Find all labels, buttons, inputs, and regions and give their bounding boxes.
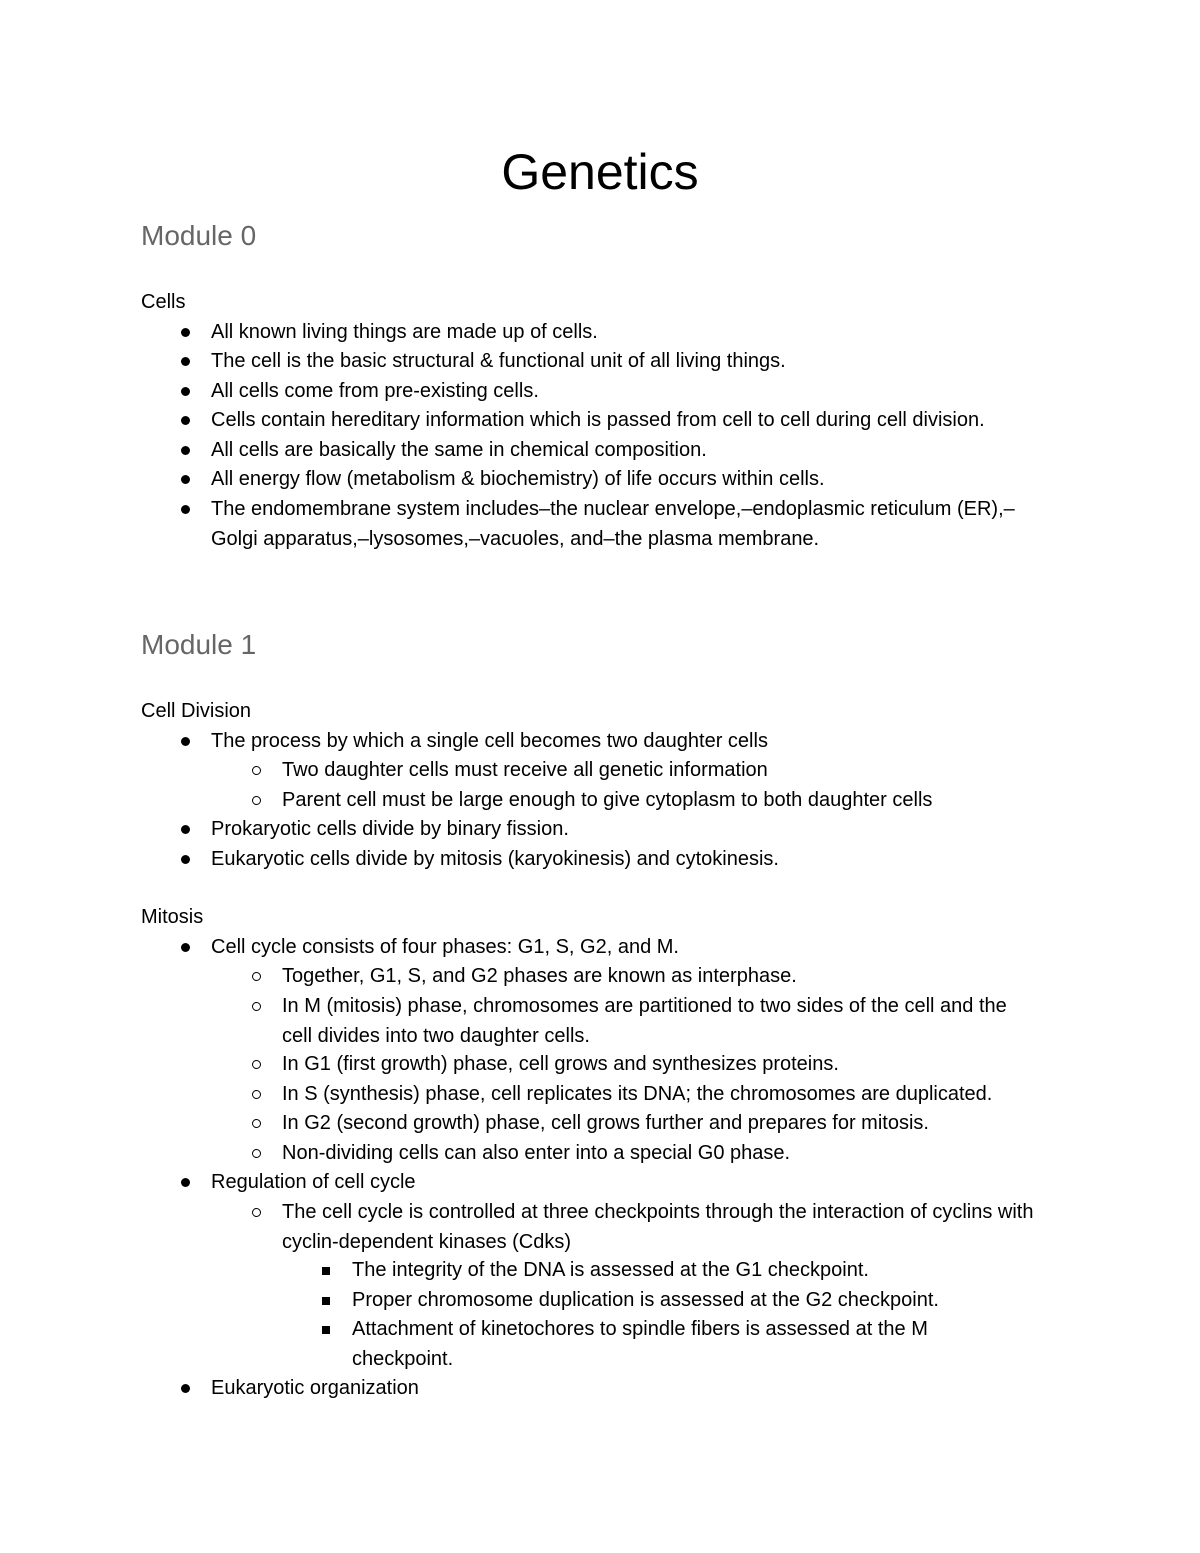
list-item: All cells are basically the same in chemical composition.	[211, 436, 1071, 466]
mitosis-label: Mitosis	[141, 906, 204, 928]
list-item: In M (mitosis) phase, chromosomes are partitioned to two sides of the cell and the cell divides into two daughter cells.	[282, 992, 1042, 1051]
list-item: The endomembrane system includes–the nuclear envelope,–endoplasmic reticulum (ER),–Golgi apparatus,–lysosomes,–vacuoles, and–the plasma membrane.	[211, 495, 1031, 554]
hollow-bullet-icon	[246, 1050, 266, 1080]
list-item: Cell cycle consists of four phases: G1, S, G2, and M.	[211, 933, 1071, 963]
bullet-icon	[175, 377, 195, 407]
list-item: Non-dividing cells can also enter into a special G0 phase.	[282, 1139, 1082, 1169]
list-item: Cells contain hereditary information which is passed from cell to cell during cell division.	[211, 406, 1071, 436]
hollow-bullet-icon	[246, 1109, 266, 1139]
list-item: Eukaryotic organization	[211, 1374, 1071, 1404]
module-0-heading: Module 0	[141, 220, 257, 251]
bullet-icon	[175, 318, 195, 348]
square-bullet-icon	[316, 1286, 336, 1316]
bullet-icon	[175, 347, 195, 377]
list-item: Together, G1, S, and G2 phases are known as interphase.	[282, 962, 1062, 992]
list-item: In S (synthesis) phase, cell replicates its DNA; the chromosomes are duplicated.	[282, 1080, 1082, 1110]
hollow-bullet-icon	[246, 1139, 266, 1169]
bullet-icon	[175, 815, 195, 845]
hollow-bullet-icon	[246, 1080, 266, 1110]
list-item: In G1 (first growth) phase, cell grows and synthesizes proteins.	[282, 1050, 1062, 1080]
bullet-icon	[175, 727, 195, 757]
list-item: The cell cycle is controlled at three checkpoints through the interaction of cyclins with cyclin-dependent kinases (Cdks)	[282, 1198, 1062, 1257]
hollow-bullet-icon	[246, 992, 266, 1022]
list-item: The integrity of the DNA is assessed at the G1 checkpoint.	[352, 1256, 1072, 1286]
list-item: Eukaryotic cells divide by mitosis (karyokinesis) and cytokinesis.	[211, 845, 1071, 875]
bullet-icon	[175, 1374, 195, 1404]
bullet-icon	[175, 933, 195, 963]
cells-label: Cells	[141, 291, 186, 313]
list-item: Proper chromosome duplication is assessed at the G2 checkpoint.	[352, 1286, 1072, 1316]
bullet-icon	[175, 495, 195, 525]
bullet-icon	[175, 845, 195, 875]
bullet-icon	[175, 1168, 195, 1198]
square-bullet-icon	[316, 1256, 336, 1286]
list-item: All known living things are made up of cells.	[211, 318, 1071, 348]
module-1-heading: Module 1	[141, 629, 257, 660]
list-item: In G2 (second growth) phase, cell grows further and prepares for mitosis.	[282, 1109, 1082, 1139]
list-item: Regulation of cell cycle	[211, 1168, 1071, 1198]
list-item: All cells come from pre-existing cells.	[211, 377, 1071, 407]
list-item: Parent cell must be large enough to give cytoplasm to both daughter cells	[282, 786, 1082, 816]
hollow-bullet-icon	[246, 962, 266, 992]
cell-division-label: Cell Division	[141, 700, 252, 722]
list-item: All energy flow (metabolism & biochemistry) of life occurs within cells.	[211, 465, 1071, 495]
hollow-bullet-icon	[246, 1198, 266, 1228]
list-item: The process by which a single cell becomes two daughter cells	[211, 727, 1071, 757]
bullet-icon	[175, 436, 195, 466]
square-bullet-icon	[316, 1315, 336, 1345]
hollow-bullet-icon	[246, 756, 266, 786]
list-item: The cell is the basic structural & functional unit of all living things.	[211, 347, 1071, 377]
list-item: Attachment of kinetochores to spindle fibers is assessed at the M checkpoint.	[352, 1315, 1012, 1374]
bullet-icon	[175, 465, 195, 495]
hollow-bullet-icon	[246, 786, 266, 816]
list-item: Prokaryotic cells divide by binary fission.	[211, 815, 1071, 845]
document-title: Genetics	[501, 144, 699, 200]
bullet-icon	[175, 406, 195, 436]
list-item: Two daughter cells must receive all genetic information	[282, 756, 1082, 786]
